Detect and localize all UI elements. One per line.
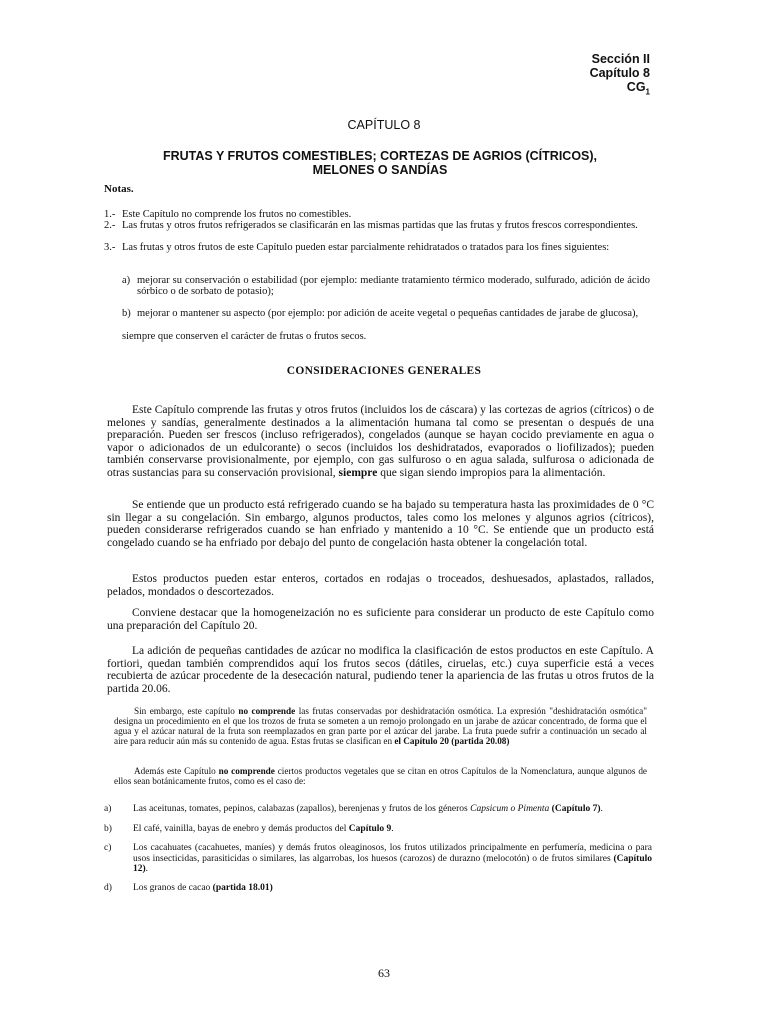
running-header: [590, 52, 650, 100]
exclusion-item-a: a) Las aceitunas, tomates, pepinos, calabazas (zapallos), berenjenas y frutos de los géneros Capsicum o Pimenta (Capítulo 7).: [104, 804, 603, 814]
paragraph-osmotic: Sin embargo, este capítulo no comprende las frutas conservadas por deshidratación osmótica. La expresión "deshidratación osmótica" designa un procedimiento en el que los trozos de fruta se someten a un remojo prolongado en un jarabe de azúcar concentrado, de forma que el agua y el azúcar natural de la fruta son reemplazados en gran parte por el azúcar del jarabe. La fruta puede sufrir a continuación un secado al aire para reducir aún más su contenido de agua. Estas frutas se clasifican en el Capítulo 20 (partida 20.08): [114, 706, 647, 746]
page-number: 63: [378, 966, 390, 980]
note-3-item-a: a) mejorar su conservación o estabilidad (por ejemplo: mediante tratamiento térmico moderado, sulfurado, adición de ácido sórbico o de sorbato de potasio);: [122, 275, 650, 297]
chapter-number: CAPÍTULO 8: [347, 118, 421, 132]
chapter-title: FRUTAS Y FRUTOS COMESTIBLES; CORTEZAS DE AGRIOS (CÍTRICOS), MELONES O SANDÍAS: [162, 149, 598, 177]
general-considerations-heading: CONSIDERACIONES GENERALES: [286, 365, 482, 377]
exclusion-item-b: b) El café, vainilla, bayas de enebro y demás productos del Capítulo 9.: [104, 824, 394, 834]
paragraph-5: La adición de pequeñas cantidades de azúcar no modifica la clasificación de estos productos en este Capítulo. A fortiori, quedan también comprendidos aquí los frutos secos (dátiles, ciruelas, etc.) cuya superficie está a veces recubierta de azúcar procedente de la desecación natural, pudiendo tener la apariencia de las frutas u otros frutos de la partida 20.06.: [107, 645, 654, 695]
note-3-tail: siempre que conserven el carácter de frutas o frutos secos.: [122, 331, 367, 342]
paragraph-1: Este Capítulo comprende las frutas y otros frutos (incluidos los de cáscara) y las cortezas de agrios (cítricos) o de melones y sandías, generalmente destinados a la alimentación humana tal como se presentan o después de una preparación. Pueden ser frescos (incluso refrigerados), congelados (aunque se hayan cocido previamente en agua o vapor o adicionados de un edulcorante) o secos (incluidos los deshidratados, evaporados o liofilizados); pueden también conservarse provisionalmente, por ejemplo, con gas sulfuroso o en agua salada, sulfurosa o adicionada de otras sustancias para su conservación provisional, siempre que sigan siendo impropios para la alimentación.: [107, 404, 654, 479]
paragraph-4: Conviene destacar que la homogeneización no es suficiente para considerar un producto de este Capítulo como una preparación del Capítulo 20.: [107, 607, 654, 632]
paragraph-2: Se entiende que un producto está refrigerado cuando se ha bajado su temperatura hasta las proximidades de 0 °C sin llegar a su congelación. Sin embargo, algunos productos, tales como los melones y algunos agrios (cítricos), pueden considerarse refrigerados cuando se han enfriado y mantenido a 10 °C. Se entiende que un producto está congelado cuando se ha enfriado por debajo del punto de congelación hasta obtener la congelación total.: [107, 499, 654, 549]
paragraph-exclusions: Además este Capítulo no comprende ciertos productos vegetales que se citan en otros Capítulos de la Nomenclatura, aunque algunos de ellos sean botánicamente frutos, como es el caso de:: [114, 766, 647, 786]
exclusion-item-d: d) Los granos de cacao (partida 18.01): [104, 883, 273, 893]
section-label: Sección II: [591, 52, 650, 66]
chapter-label: Capítulo 8: [589, 66, 650, 80]
note-1: 1.- Este Capítulo no comprende los frutos no comestibles.: [104, 209, 352, 220]
note-3-item-b: b) mejorar o mantener su aspecto (por ejemplo: por adición de aceite vegetal o pequeñas cantidades de jarabe de glucosa),: [122, 308, 639, 319]
code-label: $CG_1$: [626, 80, 650, 97]
notes-label: Notas.: [104, 183, 134, 195]
note-2: 2.- Las frutas y otros frutos refrigerados se clasificarán en las mismas partidas que las frutas y frutos frescos correspondientes.: [104, 220, 638, 231]
paragraph-3: Estos productos pueden estar enteros, cortados en rodajas o troceados, deshuesados, aplastados, rallados, pelados, mondados o descortezados.: [107, 573, 654, 598]
note-3: 3.- Las frutas y otros frutos de este Capítulo pueden estar parcialmente rehidratados o tratados para los fines siguientes:: [104, 242, 610, 253]
exclusion-item-c: c) Los cacahuates (cacahuetes, maníes) y demás frutos oleaginosos, los frutos utilizados principalmente en perfumería, medicina o para usos insecticidas, parasiticidas o similares, las algarrobas, los huesos (carozos) de durazno (melocotón) o de frutos similares (Capítulo 12).: [104, 843, 652, 874]
